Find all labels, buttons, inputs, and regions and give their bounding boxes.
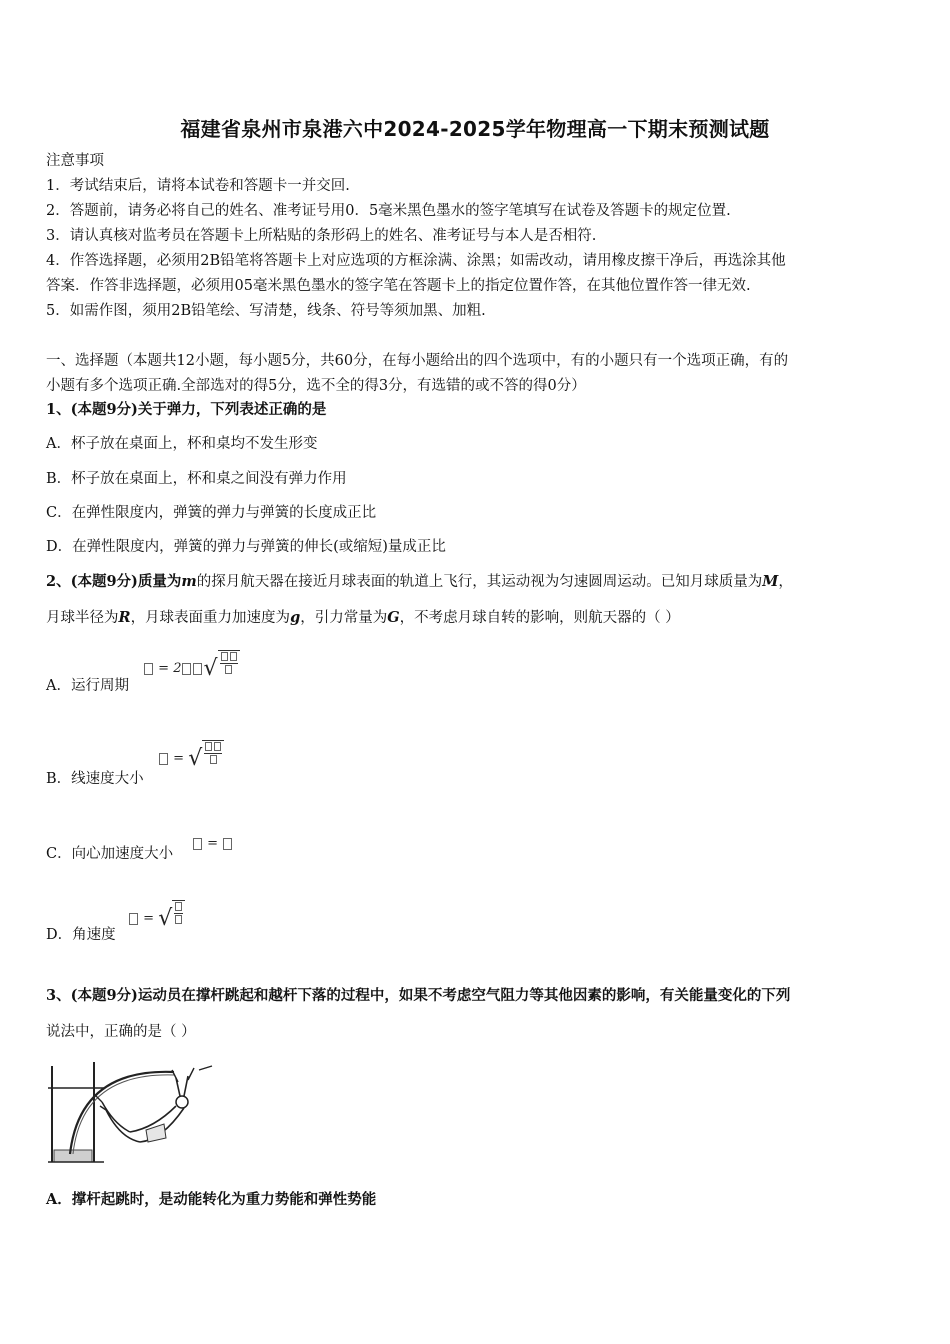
formula-period: = 2 √ bbox=[143, 650, 240, 681]
question-2-stem: 2、(本题9分)质量为m的探月航天器在接近月球表面的轨道上飞行，其运动视为匀速圆周运动。已知月球质量为M， bbox=[46, 573, 793, 590]
question-2-stem-cont: 月球半径为R，月球表面重力加速度为g，引力常量为G，不考虑月球自转的影响，则航天器的（ ） bbox=[46, 609, 680, 626]
q2-option-a: A．运行周期 bbox=[46, 678, 129, 694]
q1-option-a: A．杯子放在桌面上，杯和桌均不发生形变 bbox=[46, 436, 318, 452]
notice-heading: 注意事项 bbox=[46, 153, 104, 169]
pole-vault-illustration bbox=[44, 1058, 214, 1168]
q1-option-d: D．在弹性限度内，弹簧的弹力与弹簧的伸长(或缩短)量成正比 bbox=[46, 539, 446, 555]
formula-acceleration: = bbox=[192, 836, 233, 851]
notice-item: 5．如需作图，须用2B铅笔绘、写清楚，线条、符号等须加黑、加粗. bbox=[46, 303, 486, 319]
q1-option-c: C．在弹性限度内，弹簧的弹力与弹簧的长度成正比 bbox=[46, 505, 377, 521]
section-heading-cont: 小题有多个选项正确.全部选对的得5分，选不全的得3分，有选错的或不答的得0分） bbox=[46, 378, 586, 394]
formula-velocity: = √ bbox=[158, 740, 224, 771]
q2-option-d: D．角速度 bbox=[46, 927, 116, 943]
formula-angular: = √ bbox=[128, 900, 185, 931]
page-title: 福建省泉州市泉港六中2024-2025学年物理高一下期末预测试题 bbox=[180, 117, 770, 141]
notice-item: 1．考试结束后，请将本试卷和答题卡一并交回. bbox=[46, 178, 350, 194]
q2-option-b: B．线速度大小 bbox=[46, 771, 144, 787]
notice-item: 3．请认真核对监考员在答题卡上所粘贴的条形码上的姓名、准考证号与本人是否相符. bbox=[46, 228, 597, 244]
notice-item: 2．答题前，请务必将自己的姓名、准考证号用0．5毫米黑色墨水的签字笔填写在试卷及答题卡的规定位置. bbox=[46, 203, 731, 219]
question-3-stem-cont: 说法中，正确的是（ ） bbox=[46, 1024, 196, 1040]
question-3-stem: 3、(本题9分)运动员在撑杆跳起和越杆下落的过程中，如果不考虑空气阻力等其他因素的影响，有关能量变化的下列 bbox=[46, 987, 791, 1004]
question-1-stem: 1、(本题9分)关于弹力，下列表述正确的是 bbox=[46, 401, 327, 418]
q1-option-b: B．杯子放在桌面上，杯和桌之间没有弹力作用 bbox=[46, 471, 347, 487]
q2-option-c: C．向心加速度大小 bbox=[46, 846, 174, 862]
notice-item: 答案．作答非选择题，必须用05毫米黑色墨水的签字笔在答题卡上的指定位置作答，在其他位置作答一律无效. bbox=[46, 278, 751, 294]
q3-option-a: A．撑杆起跳时，是动能转化为重力势能和弹性势能 bbox=[46, 1191, 377, 1208]
section-heading: 一、选择题（本题共12小题，每小题5分，共60分，在每小题给出的四个选项中，有的小题只有一个选项正确，有的 bbox=[46, 353, 789, 369]
notice-item: 4．作答选择题，必须用2B铅笔将答题卡上对应选项的方框涂满、涂黑；如需改动，请用橡皮擦干净后，再选涂其他 bbox=[46, 253, 786, 269]
